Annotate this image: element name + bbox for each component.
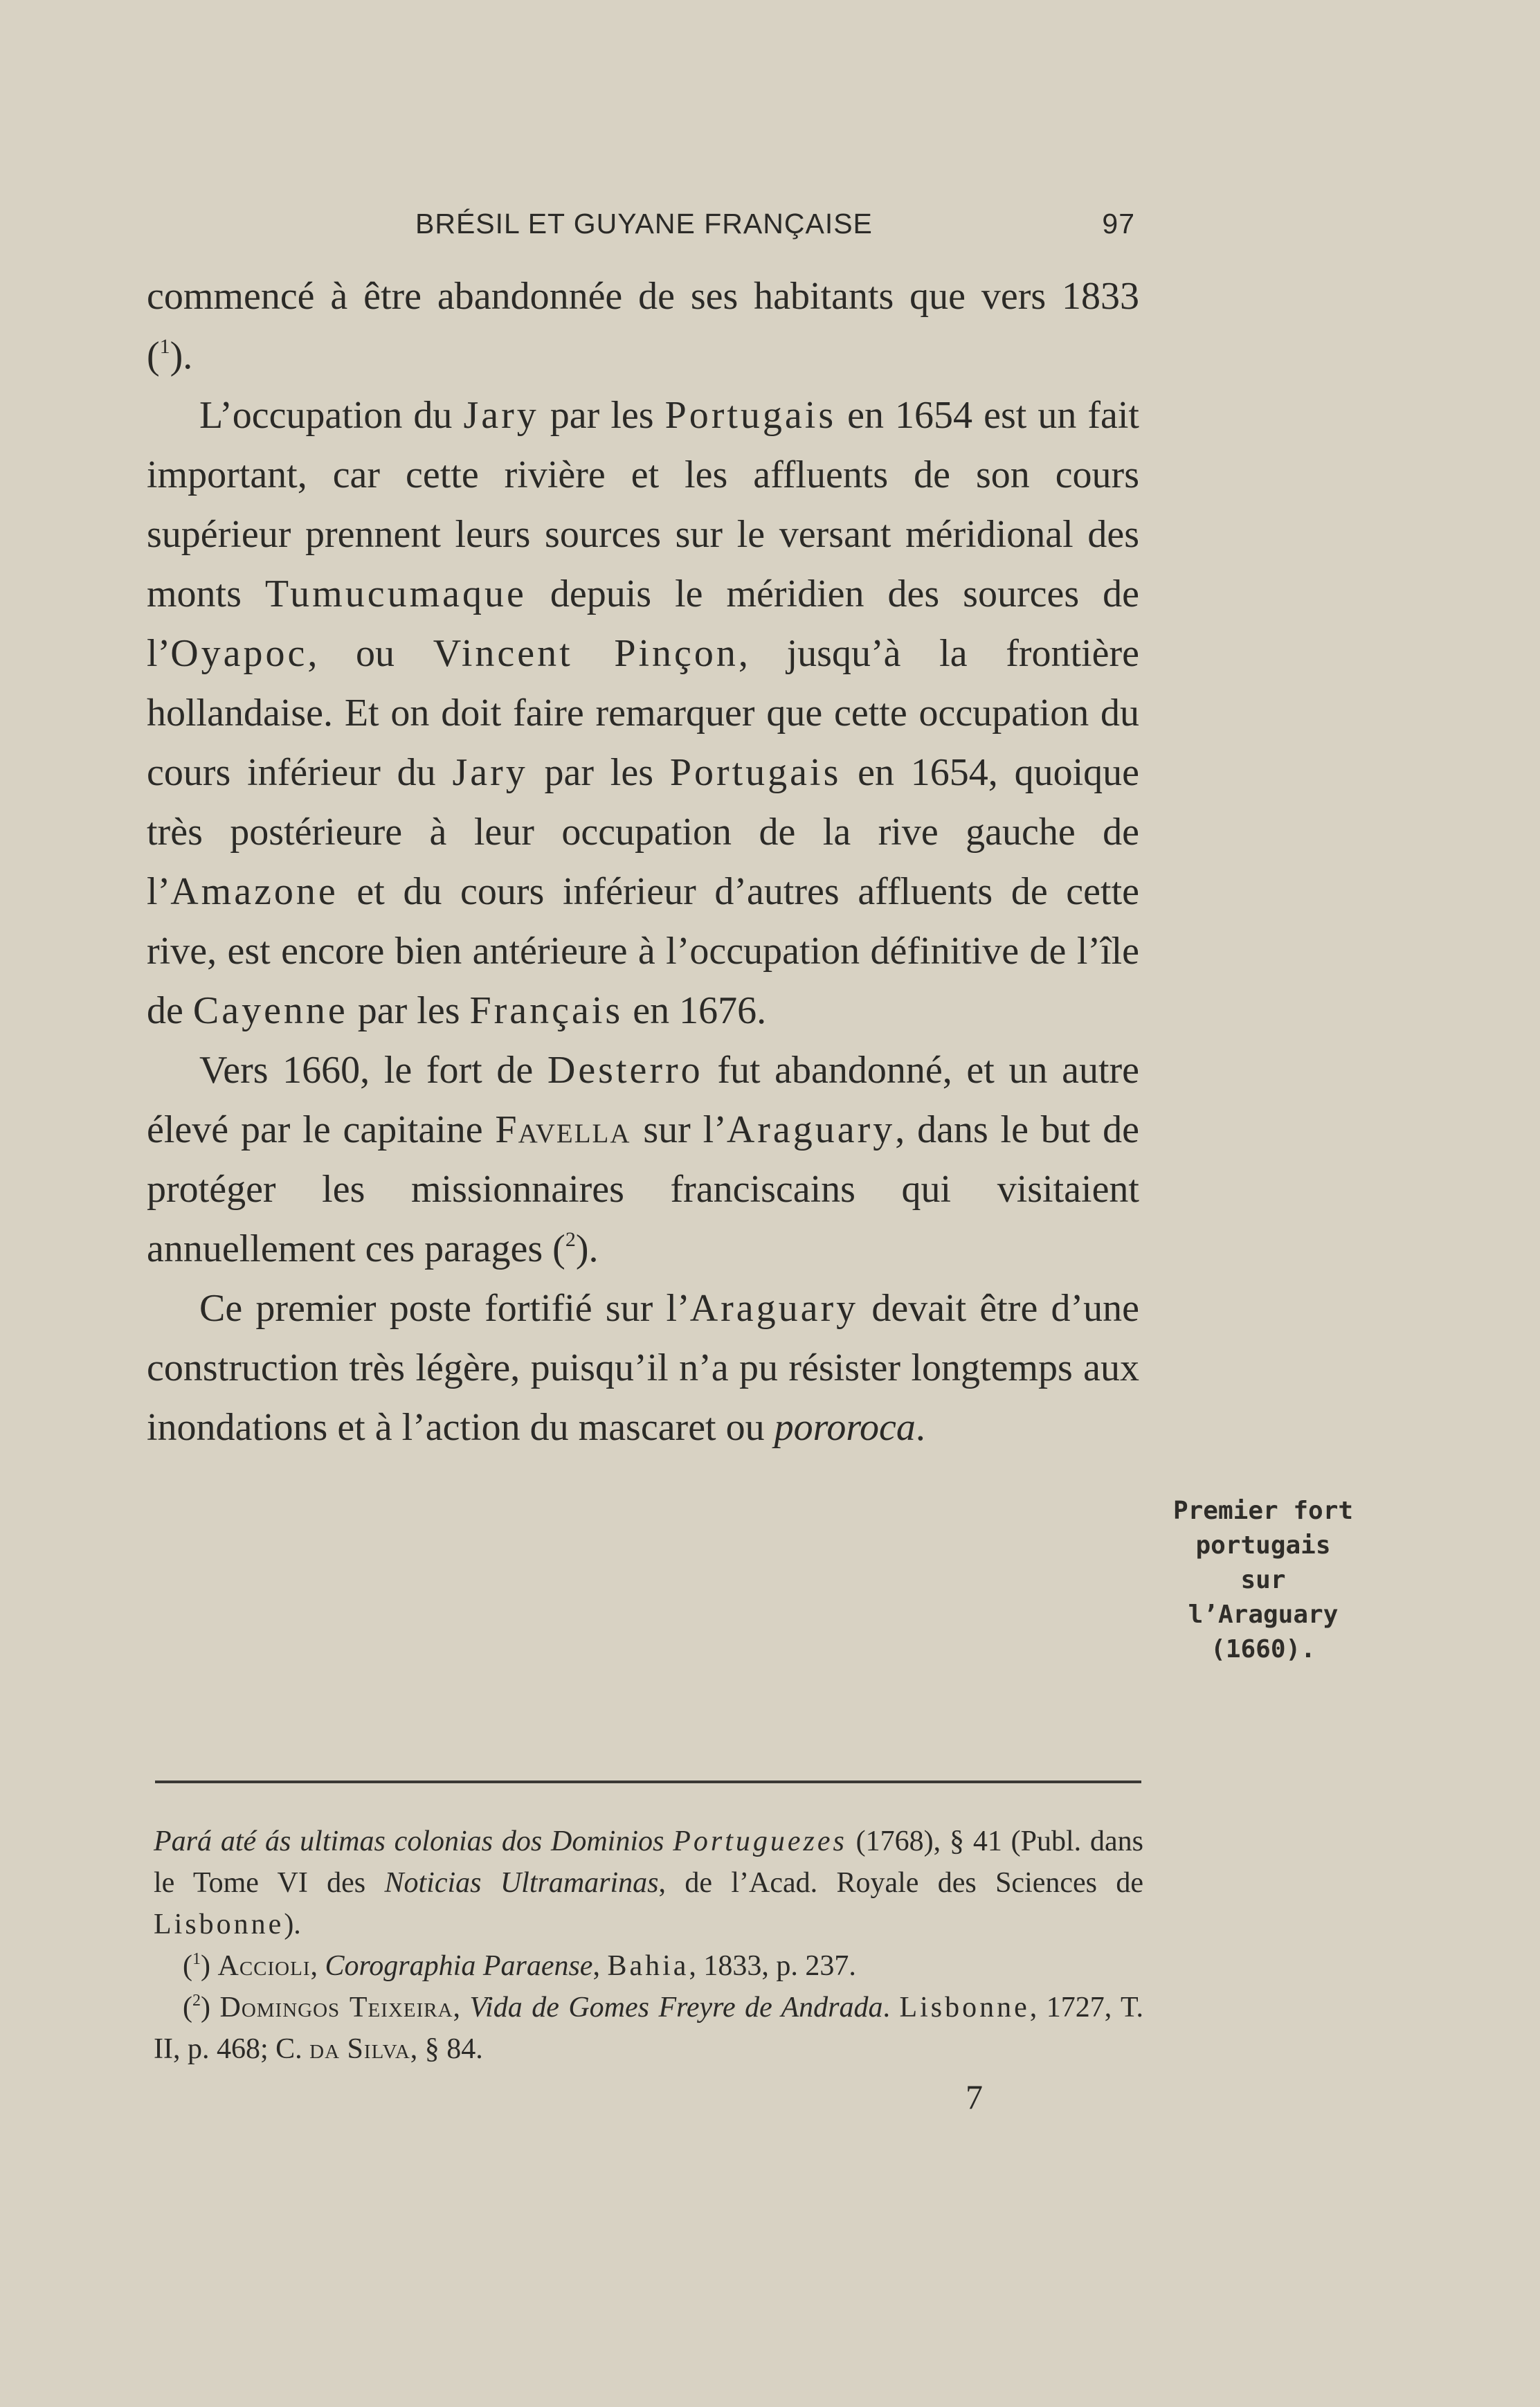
main-text: [147, 267, 1139, 1457]
footnote-continuation: Pará até ás ultimas colonias dos Dominios Portuguezes (1768), § 41 (Publ. dans le Tome VI des Noticias Ultramarinas, de l’Acad. Royale des Sciences de Lisbonne).: [154, 1825, 1143, 1940]
paragraph-2: L’occupation du Jary par les Portugais en 1654 est un fait important, car cette rivière et les affluents de son cours supérieur prennent leurs sources sur le versant méridional des monts Tumucumaque depuis le méridien des sources de l’Oyapoc, ou Vincent Pinçon, jusqu’à la frontière hollandaise. Et on doit faire remarquer que cette occupation du cours inférieur du Jary par les Portugais en 1654, quoique très postérieure à leur occupation de la rive gauche de l’Amazone et du cours inférieur d’autres affluents de cette rive, est encore bien antérieure à l’occupation définitive de l’île de Cayenne par les Français en 1676.: [147, 394, 1140, 1032]
footnotes: [154, 1821, 1143, 2070]
running-title: BRÉSIL ET GUYANE FRANÇAISE: [415, 208, 873, 240]
running-header: [388, 201, 1135, 249]
paragraph-4: Ce premier poste fortifié sur l’Araguary devait être d’une construction très légère, puisqu’il n’a pu résister longtemps aux inondations et à l’action du mascaret ou pororoca.: [147, 1287, 1139, 1449]
signature-mark: 7: [966, 2077, 983, 2116]
footnote-2: ($^2$) Domingos Teixeira, Vida de Gomes Freyre de Andrada. Lisbonne, 1727, T. II, p. 468; C. da Silva, § 84.: [154, 1992, 1143, 2065]
footnote-mark-2: 2: [192, 1992, 201, 2010]
footnote-ref-1[interactable]: 1: [159, 335, 170, 358]
page-number: 97: [1102, 208, 1135, 240]
paragraph-3: Vers 1660, le fort de Desterro fut abandonné, et un autre élevé par le capitaine Favella sur l’Araguary, dans le but de protéger les missionnaires franciscains qui visitaient annuellement ces parages ($^2$).: [147, 1049, 1140, 1270]
footnote-1: ($^1$) Accioli, Corographia Paraense, Bahia, 1833, p. 237.: [183, 1950, 856, 1982]
footnote-ref-2[interactable]: 2: [565, 1228, 576, 1251]
person-name-favella: Favella: [495, 1108, 631, 1151]
margin-note: Premier fort portugais sur l’Araguary (1660).: [1172, 1497, 1354, 1664]
footnote-separator: [155, 1781, 1141, 1783]
footnote-mark-1: 1: [192, 1950, 201, 1968]
paragraph-1: commencé à être abandonnée de ses habitants que vers 1833 ($^1$).: [147, 275, 1139, 377]
